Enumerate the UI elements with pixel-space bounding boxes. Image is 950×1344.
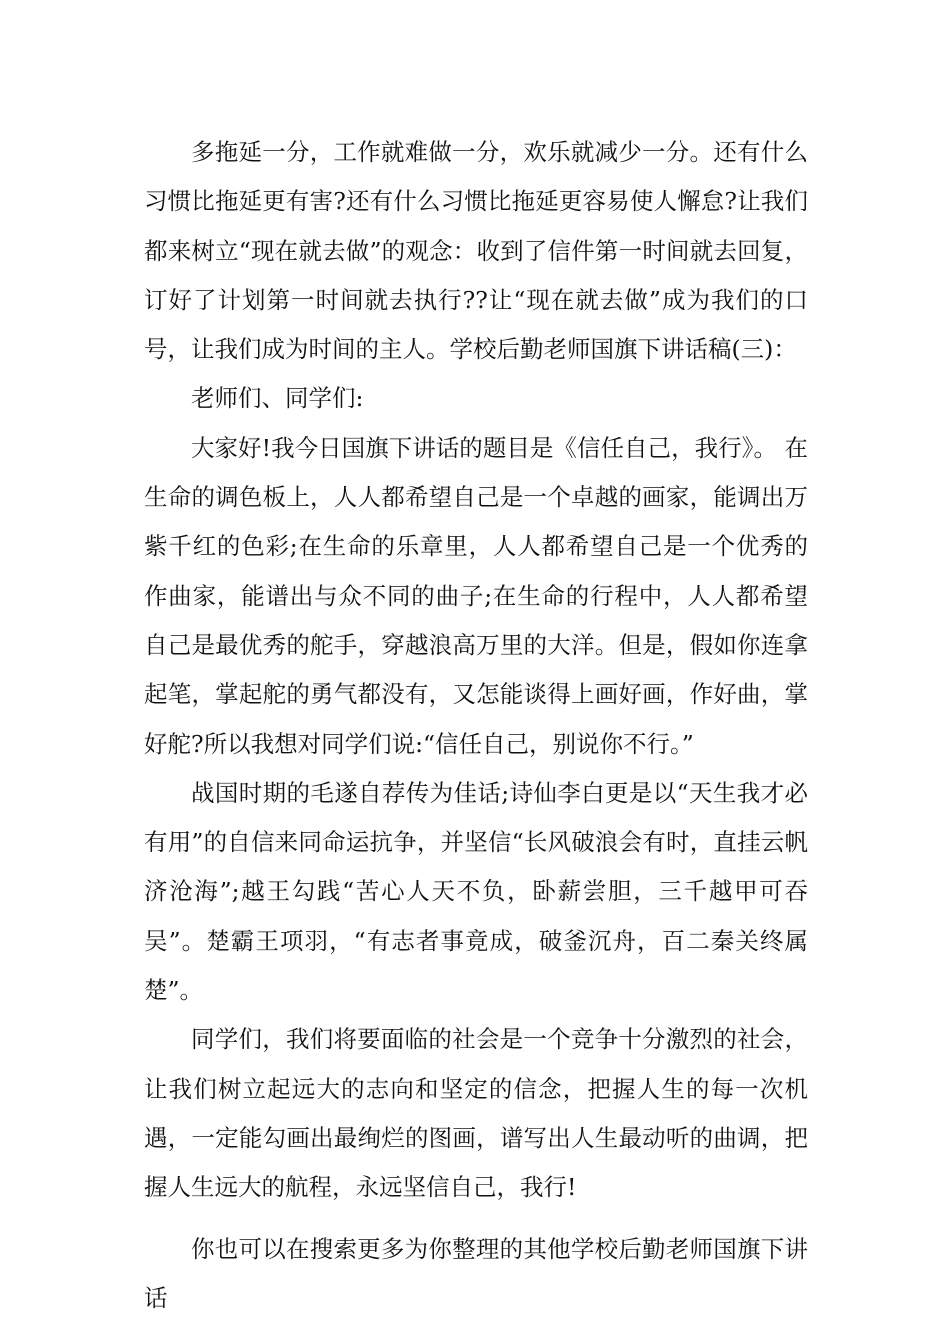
paragraph-closing: 同学们，我们将要面临的社会是一个竞争十分激烈的社会，让我们树立起远大的志向和坚定的信念，把握人生的每一次机遇，一定能勾画出最绚烂的图画，谱写出人生最动听的曲调，把握人生远大的航程，永远坚信自己，我行! bbox=[144, 1025, 808, 1202]
document-body bbox=[144, 128, 808, 1323]
paragraph-speech-intro: 大家好!我今日国旗下讲话的题目是《信任自己，我行》。 在生命的调色板上，人人都希望自己是一个卓越的画家，能调出万紫千红的色彩;在生命的乐章里，人人都希望自己是一个优秀的作曲家，能谱出与众不同的曲子;在生命的行程中，人人都希望自己是最优秀的舵手，穿越浪高万里的大洋。但是，假如你连拿起笔，掌起舵的勇气都没有，又怎能谈得上画好画，作好曲，掌好舵?所以我想对同学们说:“信任自己，别说你不行。” bbox=[144, 433, 808, 758]
paragraph-more-info: 你也可以在搜索更多为你整理的其他学校后勤老师国旗下讲话 bbox=[144, 1234, 808, 1312]
paragraph-historical-examples: 战国时期的毛遂自荐传为佳话;诗仙李白更是以“天生我才必有用”的自信来同命运抗争，并坚信“长风破浪会有时，直挂云帆济沧海”;越王勾践“苦心人天不负，卧薪尝胆，三千越甲可吞吴”。楚霸王项羽，“有志者事竟成，破釜沉舟，百二秦关终属楚”。 bbox=[144, 778, 808, 1005]
paragraph-salutation: 老师们、同学们: bbox=[191, 384, 364, 413]
paragraph-procrastination: 多拖延一分，工作就难做一分，欢乐就减少一分。还有什么习惯比拖延更有害?还有什么习惯比拖延更容易使人懈怠?让我们都来树立“现在就去做”的观念：收到了信件第一时间就去回复，订好了计划第一时间就去执行??让“现在就去做”成为我们的口号，让我们成为时间的主人。学校后勤老师国旗下讲话稿(三)： bbox=[144, 138, 808, 364]
